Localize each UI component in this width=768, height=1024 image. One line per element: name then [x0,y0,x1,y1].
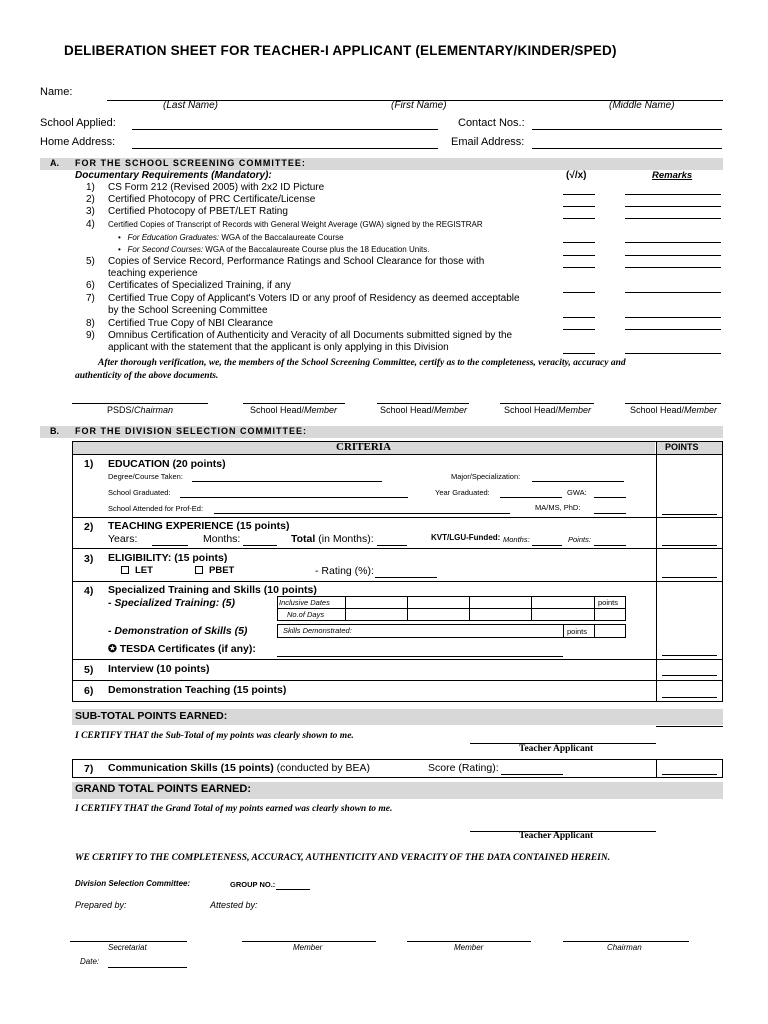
months-field[interactable] [243,545,277,546]
kvt-points-label: Points: [568,535,591,544]
school-grad-field[interactable] [180,497,408,498]
home-address-field[interactable] [132,148,438,149]
score-field[interactable] [501,774,563,775]
kvt-label: KVT/LGU-Funded: [431,533,501,542]
let-label: LET [135,565,153,576]
rating-field[interactable] [375,577,437,578]
in-months-label: (in Months): [318,533,374,545]
remarks-field[interactable] [625,194,721,195]
check-field[interactable] [563,317,595,318]
signature-line-head-4[interactable] [625,403,721,404]
req-text-4: Certified Copies of Transcript of Records with General Weight Average (GWA) signed by the REGISTRAR [108,220,483,229]
contact-field[interactable] [532,129,722,130]
screening-certification-1: After thorough verification, we, the members of the School Screening Committee, certify as to the completeness, veracity, accuracy and [98,358,626,368]
sig-caption-head-3 [504,405,591,415]
check-field[interactable] [563,267,595,268]
page-title: DELIBERATION SHEET FOR TEACHER-I APPLICANT (ELEMENTARY/KINDER/SPED) [64,43,617,58]
row-divider [72,581,723,582]
final-certification: WE CERTIFY TO THE COMPLETENESS, ACCURACY, AUTHENTICITY AND VERACITY OF THE DATA CONTAINED HEREIN. [75,853,611,863]
req-num-6: 6) [86,280,95,291]
attested-by-label: Attested by: [210,900,258,910]
mams-field[interactable] [594,513,626,514]
kvt-months-label: Months: [503,535,530,544]
sig-head-role: School Head/ [250,405,305,415]
sig-caption-head-4 [630,405,717,415]
req-num-4: 4) [86,219,95,230]
sig-head-member: Member [304,405,338,415]
date-field[interactable] [108,967,187,968]
last-name-caption: (Last Name) [163,100,219,111]
contact-label: Contact Nos.: [458,117,525,129]
school-profed-label: School Attended for Prof-Ed: [108,504,204,513]
total-months-label [291,533,374,545]
training-grid-rule [277,608,626,609]
training-grid-col [531,596,532,621]
sig-head-role: School Head/ [504,405,559,415]
mams-label: MA/MS, PhD: [535,503,581,512]
req-num-5: 5) [86,256,95,267]
points-field-7[interactable] [662,774,717,775]
communication-divider [656,759,657,778]
school-grad-label: School Graduated: [108,488,171,497]
secretariat-caption: Secretariat [108,943,147,952]
criterion-3-title: ELIGIBILITY: (15 points) [108,552,228,564]
criterion-1-num: 1) [84,458,94,470]
sig-psds-chairman: Chairman [134,405,174,415]
training-grid-col [345,596,346,621]
req-text-9-cont: applicant with the statement that the applicant is only applying in this Division [108,342,449,353]
sig-head-role: School Head/ [630,405,685,415]
check-header: (√/x) [566,170,587,181]
grand-total-certification: I CERTIFY THAT the Grand Total of my points earned was clearly shown to me. [75,804,393,814]
remarks-field[interactable] [625,267,721,268]
subtotal-certification: I CERTIFY THAT the Sub-Total of my points was clearly shown to me. [75,731,354,741]
sig-head-member: Member [434,405,468,415]
gwa-label: GWA: [567,488,587,497]
spec-training-label: - Specialized Training: (5) [108,597,235,609]
req-text-1: CS Form 212 (Revised 2005) with 2x2 ID Picture [108,182,325,193]
grand-total-label: GRAND TOTAL POINTS EARNED: [75,783,252,795]
no-days-label: No.of Days [287,610,325,619]
criterion-5-num: 5) [84,664,94,676]
school-profed-field[interactable] [214,513,510,514]
skills-grid-col [563,624,564,638]
years-field[interactable] [152,545,188,546]
row-divider [72,517,723,518]
score-label: Score (Rating): [428,762,499,774]
req-num-7: 7) [86,293,95,304]
sig-caption-psds [107,405,173,415]
sig-head-role: School Head/ [380,405,435,415]
school-applied-field[interactable] [132,129,438,130]
req-text-9: Omnibus Certification of Authenticity and Veracity of all Documents submitted signed by the [108,330,513,341]
communication-title: Communication Skills (15 points) [108,762,274,774]
chairman-signature-line[interactable] [563,941,689,942]
criterion-5-title: Interview (10 points) [108,663,210,675]
criteria-header-rule [72,454,723,455]
criterion-4-num: 4) [84,585,94,597]
gwa-field[interactable] [594,497,626,498]
member-caption-1: Member [293,943,323,952]
criterion-4-title: Specialized Training and Skills (10 points) [108,584,317,596]
subtotal-label: SUB-TOTAL POINTS EARNED: [75,710,228,722]
group-no-label: GROUP NO.: [230,880,276,889]
req-num-2: 2) [86,194,95,205]
member-caption-2: Member [454,943,484,952]
subtotal-field[interactable] [656,726,723,727]
criterion-7-num: 7) [84,763,94,775]
points-field-1[interactable] [662,514,717,515]
sig-psds-role: PSDS/ [107,405,135,415]
section-a-letter: A. [50,158,59,168]
bullet-2-label: For Second Courses: [127,245,204,254]
home-address-label: Home Address: [40,136,116,148]
training-grid-col [407,596,408,621]
req-text-5-cont: teaching experience [108,268,198,279]
remarks-field[interactable] [625,242,721,243]
remarks-header: Remarks [652,170,693,181]
req-text-7: Certified True Copy of Applicant's Voters ID or any proof of Residency as deemed acceptable [108,293,520,304]
req-text-2: Certified Photocopy of PRC Certificate/License [108,194,316,205]
check-field[interactable] [563,218,595,219]
year-grad-field[interactable] [500,497,562,498]
teacher-applicant-caption-1: Teacher Applicant [519,744,594,754]
tesda-field[interactable] [277,656,563,657]
row-divider [72,548,723,549]
points-divider [656,441,657,702]
check-field[interactable] [563,242,595,243]
check-field[interactable] [563,353,595,354]
middle-name-caption: (Middle Name) [609,100,675,111]
points-field-5[interactable] [662,675,717,676]
criterion-6-title: Demonstration Teaching (15 points) [108,684,287,696]
remarks-field[interactable] [625,329,721,330]
rating-label: - Rating (%): [315,565,374,577]
member-signature-line-1[interactable] [242,941,376,942]
degree-field[interactable] [192,481,382,482]
remarks-field[interactable] [625,317,721,318]
criterion-3-num: 3) [84,553,94,565]
bullet-2: • For Second Courses: WGA of the Baccalaureate Course plus the 18 Education Units. [118,245,430,254]
total-months-field[interactable] [377,545,407,546]
group-no-field[interactable] [276,889,310,890]
date-label: Date: [80,957,100,966]
bullet-2-text: WGA of the Baccalaureate Course plus the 18 Education Units. [205,245,430,254]
row-divider [72,659,723,660]
remarks-field[interactable] [625,255,721,256]
skills-grid-col [594,624,595,638]
skills-demo-label: Skills Demonstrated: [283,626,352,635]
demo-skills-label: - Demonstration of Skills (5) [108,625,248,637]
criterion-1-title: EDUCATION (20 points) [108,458,226,470]
prepared-by-label: Prepared by: [75,900,127,910]
name-label: Name: [40,86,73,98]
pbet-checkbox[interactable] [195,566,203,574]
criterion-2-num: 2) [84,521,94,533]
check-field[interactable] [563,329,595,330]
points-field-2[interactable] [662,545,717,546]
criterion-2-title: TEACHING EXPERIENCE (15 points) [108,520,290,532]
let-checkbox[interactable] [121,566,129,574]
remarks-field[interactable] [625,292,721,293]
degree-label: Degree/Course Taken: [108,472,183,481]
req-text-3: Certified Photocopy of PBET/LET Rating [108,206,288,217]
remarks-field[interactable] [625,206,721,207]
points-field-3[interactable] [662,577,717,578]
bullet-1: • For Education Graduates: WGA of the Baccalaureate Course [118,233,344,242]
pbet-label: PBET [209,565,235,576]
points-header: POINTS [665,442,699,452]
skills-points-label: points [567,627,588,636]
email-label: Email Address: [451,136,525,148]
criteria-header: CRITERIA [336,441,392,453]
sig-head-member: Member [558,405,592,415]
req-text-5: Copies of Service Record, Performance Ratings and School Clearance for those with [108,256,485,267]
years-label: Years: [108,533,138,545]
sig-caption-head-2 [380,405,467,415]
check-field[interactable] [563,194,595,195]
months-label: Months: [203,533,241,545]
section-b-letter: B. [50,426,59,436]
first-name-caption: (First Name) [391,100,447,111]
req-num-3: 3) [86,206,95,217]
req-text-6: Certificates of Specialized Training, if any [108,280,291,291]
section-b-title: FOR THE DIVISION SELECTION COMMITTEE: [75,426,308,436]
let-option[interactable] [121,565,153,576]
signature-line-head-3[interactable] [500,403,594,404]
total-label: Total [291,533,316,545]
signature-line-head-1[interactable] [243,403,345,404]
req-text-7-cont: by the School Screening Committee [108,305,268,316]
tesda-label [108,643,256,655]
check-field[interactable] [563,292,595,293]
row-divider [72,680,723,681]
doc-req-label: Documentary Requirements (Mandatory): [75,170,272,181]
bullet-1-label: For Education Graduates: [127,233,220,242]
sig-caption-head-1 [250,405,337,415]
major-label: Major/Specialization: [451,472,521,481]
member-signature-line-2[interactable] [407,941,531,942]
communication-note: (conducted by BEA) [276,762,371,774]
training-grid-col [594,596,595,621]
major-field[interactable] [532,481,624,482]
remarks-field[interactable] [625,353,721,354]
inclusive-dates-label: Inclusive Dates [279,598,330,607]
training-grid-col [469,596,470,621]
req-text-8: Certified True Copy of NBI Clearance [108,318,274,329]
tesda-star-icon: ✪ [108,643,117,655]
criterion-6-num: 6) [84,685,94,697]
division-committee-label: Division Selection Committee: [75,879,191,888]
secretariat-signature-line[interactable] [70,941,187,942]
req-num-9: 9) [86,330,95,341]
school-applied-label: School Applied: [40,117,116,129]
signature-line-psds[interactable] [72,403,208,404]
kvt-months-field[interactable] [532,545,562,546]
req-num-1: 1) [86,182,95,193]
req-num-8: 8) [86,318,95,329]
check-field[interactable] [563,255,595,256]
email-field[interactable] [532,148,722,149]
chairman-caption: Chairman [607,943,642,952]
signature-line-head-2[interactable] [377,403,469,404]
criterion-7-title [108,762,370,774]
points-field-4[interactable] [662,655,717,656]
check-field[interactable] [563,206,595,207]
tesda-text: TESDA Certificates (if any): [119,643,256,655]
training-points-label: points [598,598,619,607]
section-a-title: FOR THE SCHOOL SCREENING COMMITTEE: [75,158,306,168]
pbet-option[interactable] [195,565,234,576]
sig-head-member: Member [684,405,718,415]
points-field-6[interactable] [662,697,717,698]
bullet-1-text: WGA of the Baccalaureate Course [221,233,344,242]
screening-certification-2: authenticity of the above documents. [75,371,219,381]
kvt-points-field[interactable] [594,545,626,546]
teacher-applicant-caption-2: Teacher Applicant [519,831,594,841]
remarks-field[interactable] [625,218,721,219]
year-grad-label: Year Graduated: [435,488,490,497]
